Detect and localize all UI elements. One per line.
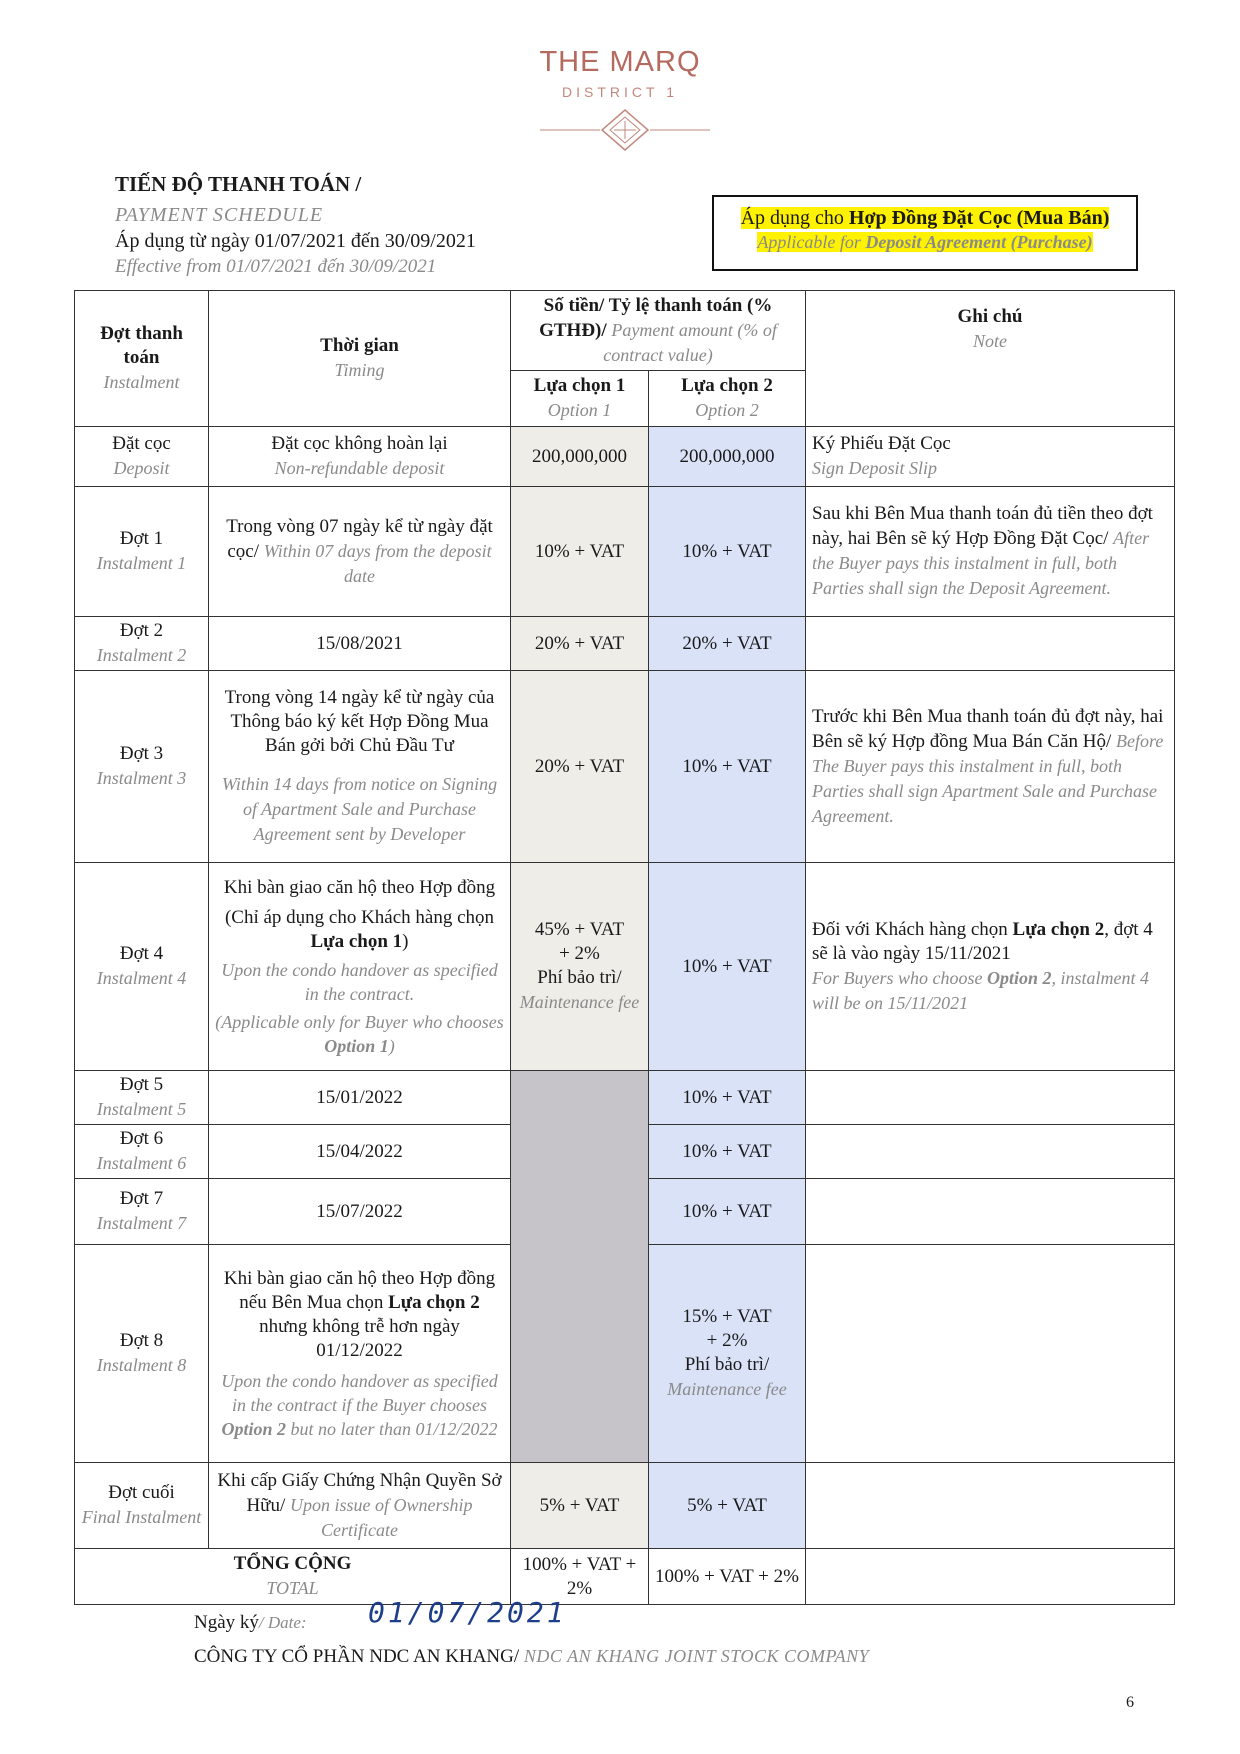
header-option-1: Lựa chọn 1 Option 1: [511, 371, 649, 427]
handwritten-date: 01/07/2021: [368, 1596, 567, 1629]
header-instalment: Đợt thanh toán Instalment: [75, 291, 209, 427]
badge-en-prefix: Applicable for: [757, 232, 866, 252]
effective-date: Áp dụng từ ngày 01/07/2021 đến 30/09/2021: [115, 230, 476, 252]
page-number: 6: [1126, 1694, 1134, 1711]
payment-schedule-table: [74, 290, 1175, 1605]
table-row: Đợt 6 Instalment 6 15/04/2022 10% + VAT: [75, 1125, 1175, 1179]
signing-date-label: Ngày ký/ Date:: [194, 1612, 307, 1633]
table-row: Đợt 3 Instalment 3 Trong vòng 14 ngày kể từ ngày của Thông báo ký kết Hợp Đồng Mua Bán gởi bởi Chủ Đầu Tư Within 14 days from notice on Signing of Apartment Sale and Purchase Agreement sent by Developer 20% + VAT 10% + VAT Trước khi Bên Mua thanh toán đủ đợt này, hai Bên sẽ ký Hợp đồng Mua Bán Căn Hộ/ Before The Buyer pays this instalment in full, both Parties shall sign Apartment Sale and Purchase Agreement.: [75, 671, 1175, 863]
logo-subtitle: DISTRICT 1: [562, 84, 678, 100]
logo-title: THE MARQ: [539, 46, 701, 78]
badge-bold: Hợp Đồng Đặt Cọc (Mua Bán): [848, 207, 1110, 229]
table-row: Đợt 4 Instalment 4 Khi bàn giao căn hộ theo Hợp đồng (Chỉ áp dụng cho Khách hàng chọn Lựa chọn 1) Upon the condo handover as specified in the contract. (Applicable only for Buyer who chooses Option 1) 45% + VAT + 2% Phí bảo trì/ Maintenance fee 10% + VAT Đối với Khách hàng chọn Lựa chọn 2, đợt 4 sẽ là vào ngày 15/11/2021 For Buyers who choose Option 2, instalment 4 will be on 15/11/2021: [75, 863, 1175, 1071]
option-1-not-applicable: [511, 1071, 649, 1463]
logo-emblem-icon: [540, 108, 710, 152]
header-note: Ghi chú Note: [806, 291, 1175, 427]
company-name: CÔNG TY CỔ PHẦN NDC AN KHANG/ NDC AN KHANG JOINT STOCK COMPANY: [194, 1646, 870, 1667]
header-timing: Thời gian Timing: [209, 291, 511, 427]
table-row: Đợt 7 Instalment 7 15/07/2022 10% + VAT: [75, 1179, 1175, 1245]
total-row: TỔNG CỘNG TOTAL 100% + VAT + 2% 100% + VAT + 2%: [75, 1549, 1175, 1605]
header-option-2: Lựa chọn 2 Option 2: [649, 371, 806, 427]
table-row: Đợt cuối Final Instalment Khi cấp Giấy Chứng Nhận Quyền Sở Hữu/ Upon issue of Ownership Certificate 5% + VAT 5% + VAT: [75, 1463, 1175, 1549]
table-row: Đợt 5 Instalment 5 15/01/2022 10% + VAT: [75, 1071, 1175, 1125]
table-row: Đặt cọc Deposit Đặt cọc không hoàn lại Non-refundable deposit 200,000,000 200,000,000 Ký Phiếu Đặt Cọc Sign Deposit Slip: [75, 427, 1175, 487]
header-amount: Số tiền/ Tỷ lệ thanh toán (% GTHĐ)/ Payment amount (% of contract value): [511, 291, 806, 371]
table-row: Đợt 8 Instalment 8 Khi bàn giao căn hộ theo Hợp đồng nếu Bên Mua chọn Lựa chọn 2 nhưng không trễ hơn ngày 01/12/2022 Upon the condo handover as specified in the contract if the Buyer chooses Option 2 but no later than 01/12/2022 15% + VAT + 2% Phí bảo trì/ Maintenance fee: [75, 1245, 1175, 1463]
badge-en-bold: Deposit Agreement (Purchase): [865, 232, 1093, 252]
applicable-badge: [712, 195, 1138, 271]
table-row: Đợt 1 Instalment 1 Trong vòng 07 ngày kể từ ngày đặt cọc/ Within 07 days from the deposit date 10% + VAT 10% + VAT Sau khi Bên Mua thanh toán đủ tiền theo đợt này, hai Bên sẽ ký Hợp Đồng Đặt Cọc/ After the Buyer pays this instalment in full, both Parties shall sign the Deposit Agreement.: [75, 487, 1175, 617]
page-title-en: PAYMENT SCHEDULE: [115, 204, 324, 226]
table-row: Đợt 2 Instalment 2 15/08/2021 20% + VAT 20% + VAT: [75, 617, 1175, 671]
page-title: TIẾN ĐỘ THANH TOÁN /: [115, 172, 362, 196]
effective-date-en: Effective from 01/07/2021 đến 30/09/2021: [115, 256, 437, 277]
badge-prefix: Áp dụng cho: [740, 207, 849, 229]
